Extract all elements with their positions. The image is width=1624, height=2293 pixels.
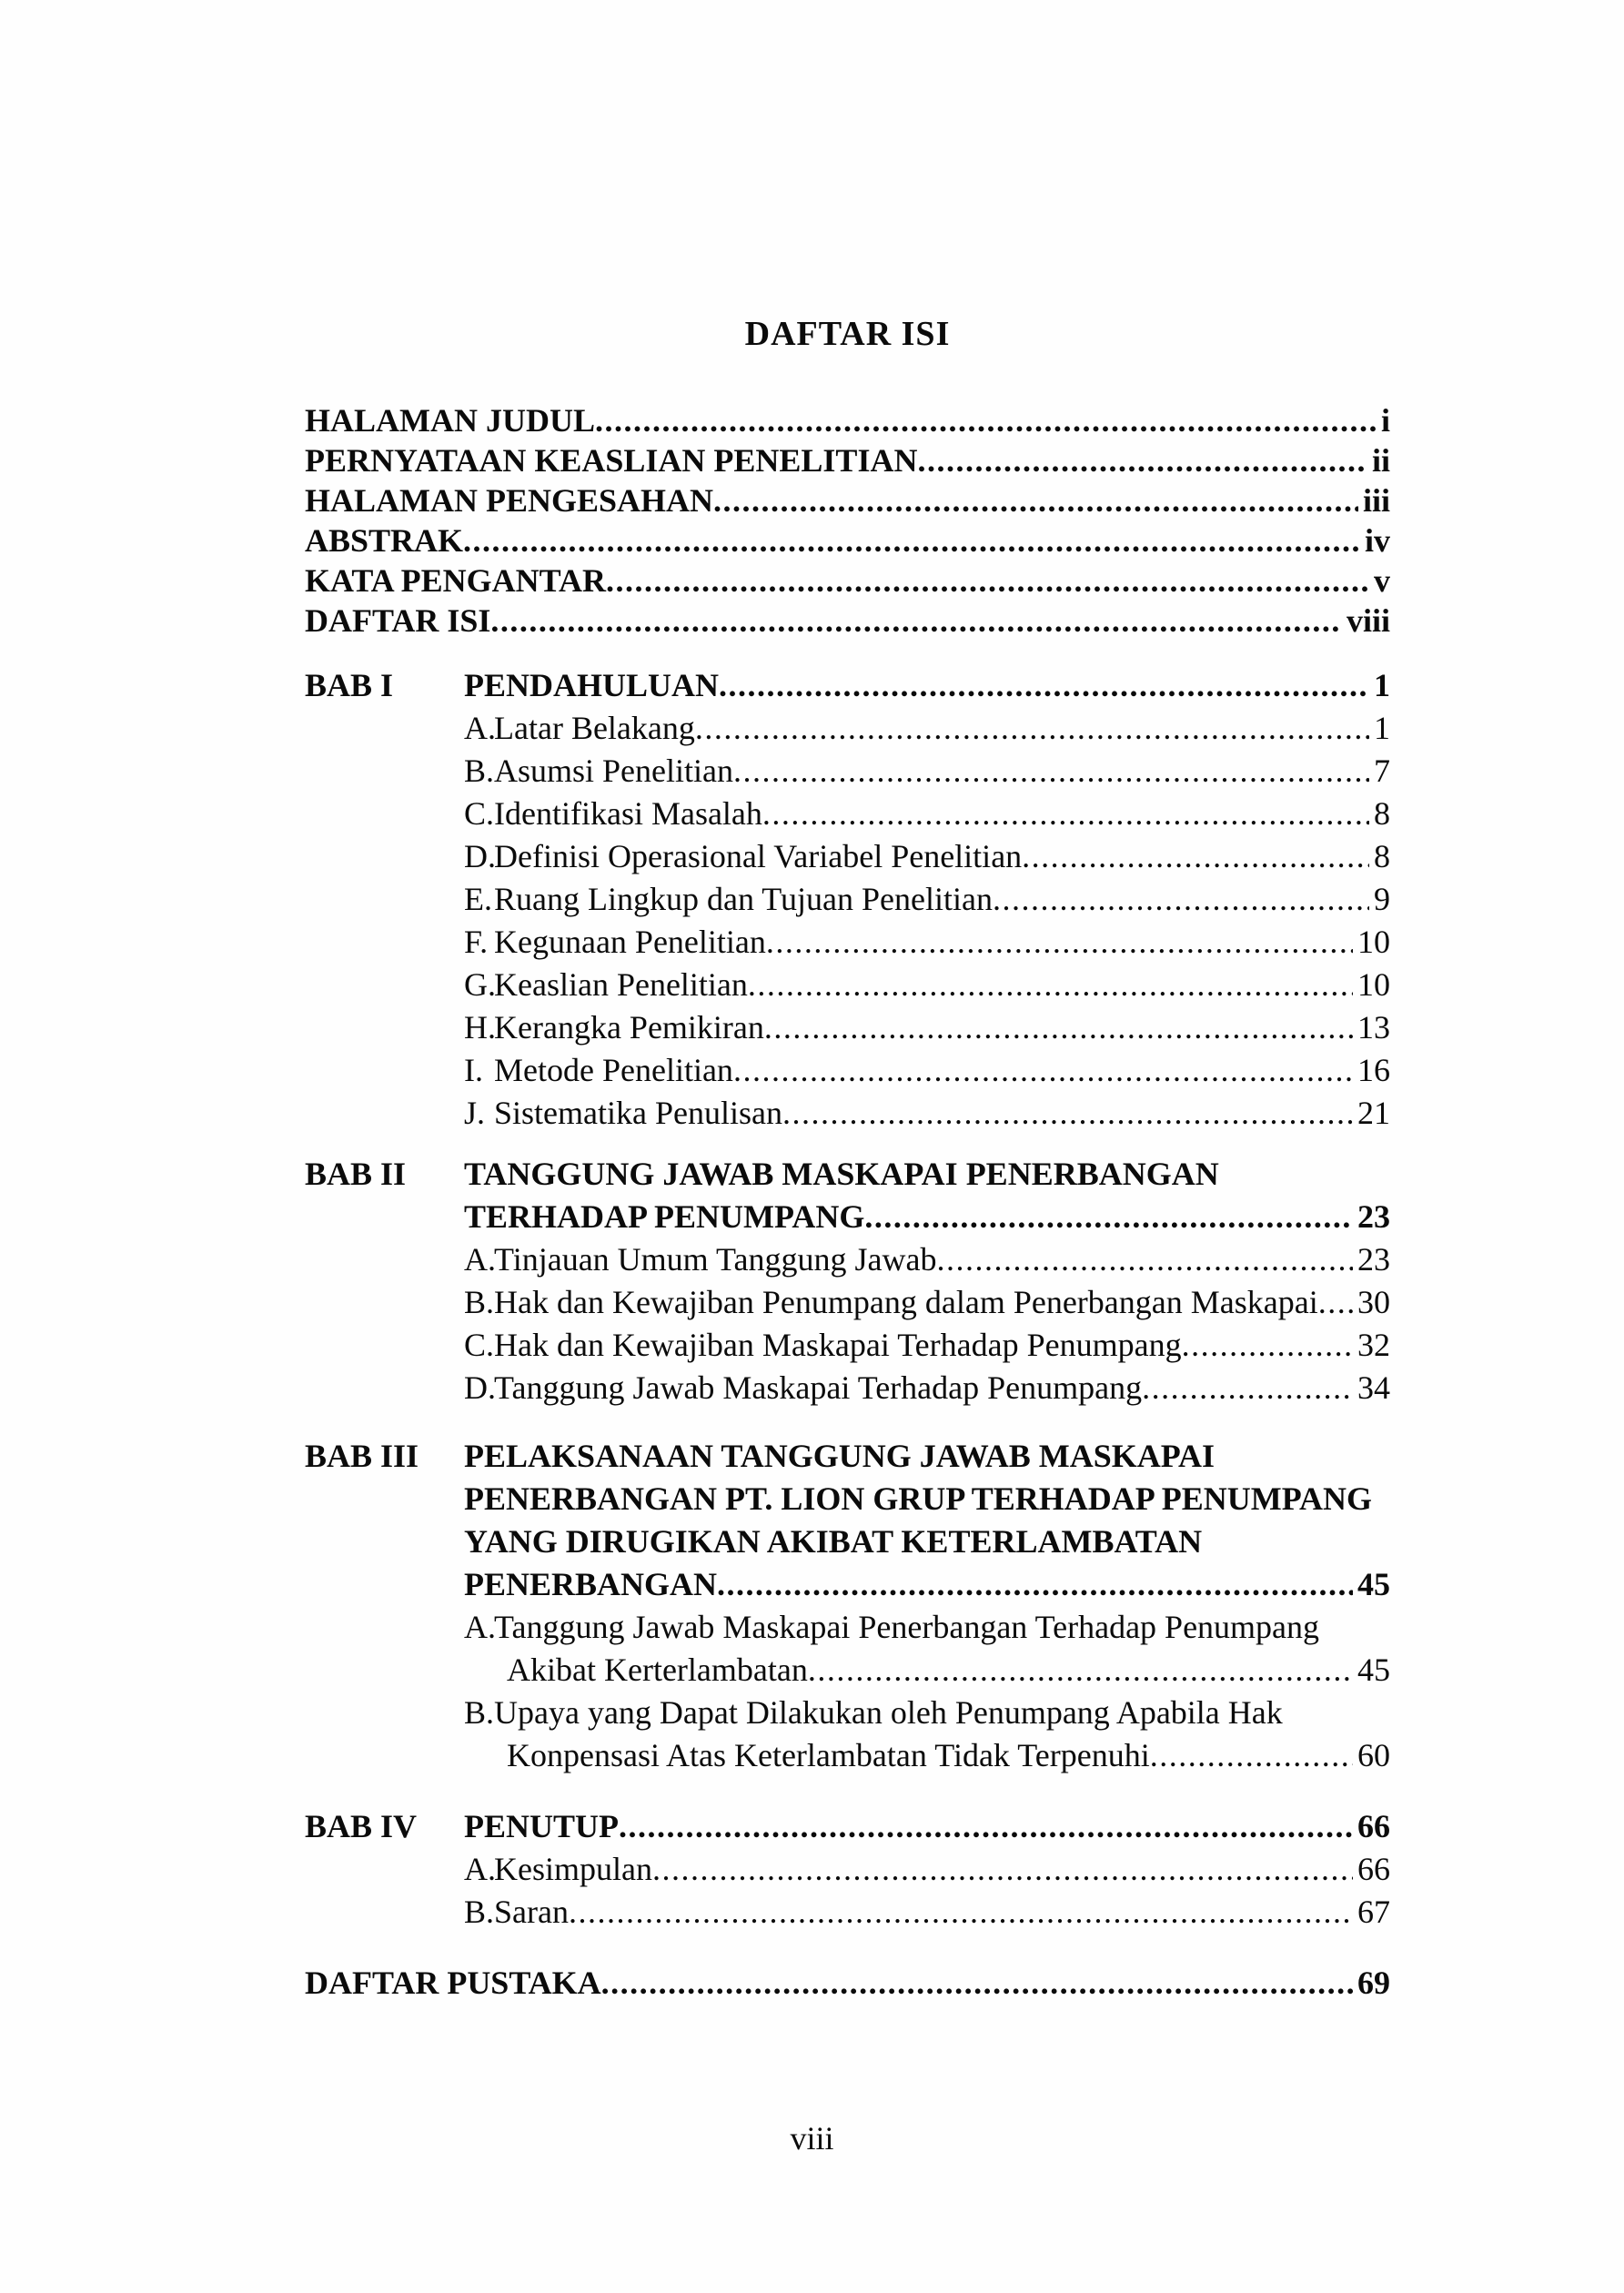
dot-leader — [713, 480, 1358, 520]
entry-text: PENDAHULUAN — [464, 667, 720, 703]
chapter-section — [305, 1805, 1390, 1934]
page-number: 66 — [1357, 1851, 1390, 1887]
dot-leader — [695, 707, 1369, 750]
dot-leader — [719, 664, 1369, 707]
toc-item-row — [464, 964, 1390, 1006]
page-number: 45 — [1357, 1566, 1390, 1602]
chapter-title-row — [464, 1478, 1390, 1520]
front-matter-row — [305, 561, 1390, 601]
item-letter: J. — [464, 1095, 486, 1131]
dot-leader — [652, 1848, 1353, 1891]
toc-content — [305, 314, 1390, 2003]
footer-page-number: viii — [790, 2120, 834, 2157]
page-number: 7 — [1374, 753, 1390, 789]
entry-text: PELAKSANAAN TANGGUNG JAWAB MASKAPAI — [464, 1438, 1215, 1474]
entry-text: A.Kesimpulan — [464, 1848, 652, 1891]
page-number: 1 — [1374, 710, 1390, 746]
item-letter: C. — [464, 1327, 495, 1363]
item-letter: D. — [464, 838, 496, 874]
entry-text: B.Asumsi Penelitian — [464, 750, 733, 793]
entry-text: I. Metode Penelitian — [464, 1049, 733, 1092]
dot-leader — [601, 1963, 1353, 2003]
page-number: ii — [1371, 442, 1390, 479]
closing-list — [305, 1963, 1390, 2003]
item-letter: B. — [464, 1894, 495, 1930]
entry-text: C.Hak dan Kewajiban Maskapai Terhadap Penumpang — [464, 1324, 1182, 1367]
dot-leader — [463, 520, 1360, 561]
dot-leader — [936, 1238, 1353, 1281]
item-letter: G. — [464, 966, 496, 1003]
page-number: 9 — [1374, 881, 1390, 917]
page-title: DAFTAR ISI — [744, 315, 951, 353]
page-number: 23 — [1357, 1241, 1390, 1278]
toc-item-row — [464, 793, 1390, 835]
toc-item-row — [464, 1281, 1390, 1324]
chapter-body — [464, 1435, 1390, 1777]
dot-leader — [733, 1049, 1353, 1092]
entry-text: H.Kerangka Pemikiran — [464, 1006, 764, 1049]
page-number: 16 — [1357, 1052, 1390, 1088]
chapter-title-row — [464, 664, 1390, 707]
toc-item-row — [464, 707, 1390, 750]
page-number: 1 — [1374, 667, 1390, 703]
chapter-section — [305, 1435, 1390, 1777]
entry-text: A.Latar Belakang — [464, 707, 695, 750]
bab-label: BAB IV — [305, 1808, 418, 1844]
dot-leader — [762, 793, 1369, 835]
chapter-title-row — [464, 1520, 1390, 1563]
chapter-title-row — [464, 1805, 1390, 1848]
entry-text: E.Ruang Lingkup dan Tujuan Penelitian — [464, 878, 993, 921]
chapter-title-row — [464, 1435, 1390, 1478]
entry-text: D.Definisi Operasional Variabel Penelitian — [464, 835, 1022, 878]
dot-leader — [782, 1092, 1353, 1135]
toc-item-row — [464, 1324, 1390, 1367]
chapter-title-row — [464, 1196, 1390, 1238]
toc-item-row — [464, 1238, 1390, 1281]
entry-text: A.Tanggung Jawab Maskapai Penerbangan Terhadap Penumpang — [464, 1606, 1319, 1649]
entry-text: PENERBANGAN — [464, 1566, 718, 1602]
entry-text: B.Upaya yang Dapat Dilakukan oleh Penumpang Apabila Hak — [464, 1692, 1283, 1734]
entry-text: Akibat Kerterlambatan — [507, 1652, 808, 1688]
dot-leader — [1022, 835, 1369, 878]
page-number: 45 — [1357, 1652, 1390, 1688]
dot-leader — [733, 750, 1369, 793]
front-matter-row — [305, 520, 1390, 561]
entry-text: PENERBANGAN PT. LION GRUP TERHADAP PENUMPANG — [464, 1480, 1373, 1517]
entry-text: F. Kegunaan Penelitian — [464, 921, 766, 964]
entry-text: D.Tanggung Jawab Maskapai Terhadap Penumpang — [464, 1367, 1142, 1409]
item-letter: A. — [464, 1851, 496, 1887]
chapter-section — [305, 1153, 1390, 1409]
toc-item-row — [464, 1367, 1390, 1409]
dot-leader — [917, 440, 1367, 480]
page-number: v — [1374, 562, 1390, 599]
toc-item-row — [464, 1848, 1390, 1891]
item-letter: A. — [464, 1241, 496, 1278]
entry-text: A.Tinjauan Umum Tanggung Jawab — [464, 1238, 936, 1281]
page-number: 21 — [1357, 1095, 1390, 1131]
page-number: 13 — [1357, 1009, 1390, 1045]
dot-leader — [1182, 1324, 1353, 1367]
entry-text: DAFTAR ISI — [305, 602, 491, 639]
page-number: i — [1380, 402, 1390, 439]
item-letter: F. — [464, 924, 489, 960]
item-letter: I. — [464, 1052, 483, 1088]
chapter-list — [305, 664, 1390, 1934]
page-number: iii — [1362, 482, 1390, 519]
toc-item-row — [464, 750, 1390, 793]
chapter-title-row — [464, 1563, 1390, 1606]
toc-item-row — [464, 1734, 1390, 1777]
item-letter: A. — [464, 1609, 496, 1645]
page-number: 32 — [1357, 1327, 1390, 1363]
toc-item-row — [464, 1649, 1390, 1692]
toc-item-row — [464, 1891, 1390, 1934]
chapter-body — [464, 1805, 1390, 1934]
front-matter-row — [305, 400, 1390, 440]
toc-item-row — [464, 1006, 1390, 1049]
dot-leader — [808, 1649, 1353, 1692]
front-matter-list — [305, 400, 1390, 641]
dot-leader — [606, 561, 1369, 601]
item-letter: E. — [464, 881, 492, 917]
item-letter: B. — [464, 1284, 495, 1320]
dot-leader — [569, 1891, 1353, 1934]
entry-text: TERHADAP PENUMPANG — [464, 1198, 865, 1235]
toc-item-row — [464, 921, 1390, 964]
toc-item-row — [464, 1049, 1390, 1092]
page-number: 8 — [1374, 838, 1390, 874]
chapter-body — [464, 664, 1390, 1135]
page-number: 30 — [1357, 1284, 1390, 1320]
item-letter: D. — [464, 1369, 496, 1406]
item-letter: A. — [464, 710, 496, 746]
dot-leader — [595, 400, 1377, 440]
entry-text: ABSTRAK — [305, 522, 464, 559]
entry-text: PENUTUP — [464, 1808, 619, 1844]
dot-leader — [748, 964, 1353, 1006]
chapter-section — [305, 664, 1390, 1135]
dot-leader — [1150, 1734, 1353, 1777]
dot-leader — [1318, 1281, 1353, 1324]
page-number: viii — [1346, 602, 1390, 639]
toc-item-row — [464, 1692, 1390, 1734]
entry-text: Konpensasi Atas Keterlambatan Tidak Terpenuhi — [507, 1737, 1150, 1773]
entry-text: C.Identifikasi Masalah — [464, 793, 762, 835]
item-letter: B. — [464, 753, 495, 789]
bab-label: BAB II — [305, 1156, 407, 1192]
dot-leader — [619, 1805, 1353, 1848]
chapter-body — [464, 1153, 1390, 1409]
item-letter: C. — [464, 795, 495, 832]
page-number: 66 — [1357, 1808, 1390, 1844]
toc-item-row — [464, 1092, 1390, 1135]
entry-text: B.Hak dan Kewajiban Penumpang dalam Penerbangan Maskapai — [464, 1281, 1318, 1324]
entry-text: J. Sistematika Penulisan — [464, 1092, 782, 1135]
dot-leader — [764, 1006, 1353, 1049]
dot-leader — [864, 1196, 1353, 1238]
front-matter-row — [305, 601, 1390, 641]
page-number: 10 — [1357, 924, 1390, 960]
entry-text: PERNYATAAN KEASLIAN PENELITIAN — [305, 442, 918, 479]
toc-item-row — [464, 1606, 1390, 1649]
closing-row — [305, 1963, 1390, 2003]
item-letter: B. — [464, 1694, 495, 1731]
bab-label: BAB I — [305, 667, 394, 703]
page-number: 60 — [1357, 1737, 1390, 1773]
chapter-title-row — [464, 1153, 1390, 1196]
page-number: 10 — [1357, 966, 1390, 1003]
entry-text: TANGGUNG JAWAB MASKAPAI PENERBANGAN — [464, 1156, 1219, 1192]
page-number: 69 — [1357, 1965, 1390, 2001]
item-letter: H. — [464, 1009, 496, 1045]
entry-text: KATA PENGANTAR — [305, 562, 607, 599]
page-number: 34 — [1357, 1369, 1390, 1406]
page-number: 8 — [1374, 795, 1390, 832]
entry-text: B.Saran — [464, 1891, 569, 1934]
entry-text: DAFTAR PUSTAKA — [305, 1965, 601, 2001]
entry-text: HALAMAN JUDUL — [305, 402, 595, 439]
front-matter-row — [305, 440, 1390, 480]
dot-leader — [490, 601, 1342, 641]
page-number: iv — [1364, 522, 1390, 559]
page-number: 67 — [1357, 1894, 1390, 1930]
entry-text: YANG DIRUGIKAN AKIBAT KETERLAMBATAN — [464, 1523, 1203, 1560]
entry-text: HALAMAN PENGESAHAN — [305, 482, 714, 519]
toc-item-row — [464, 878, 1390, 921]
dot-leader — [717, 1563, 1353, 1606]
bab-label: BAB III — [305, 1438, 419, 1474]
dot-leader — [766, 921, 1353, 964]
front-matter-row — [305, 480, 1390, 520]
entry-text: G.Keaslian Penelitian — [464, 964, 748, 1006]
toc-item-row — [464, 835, 1390, 878]
dot-leader — [1142, 1367, 1353, 1409]
page-number: 23 — [1357, 1198, 1390, 1235]
dot-leader — [993, 878, 1369, 921]
